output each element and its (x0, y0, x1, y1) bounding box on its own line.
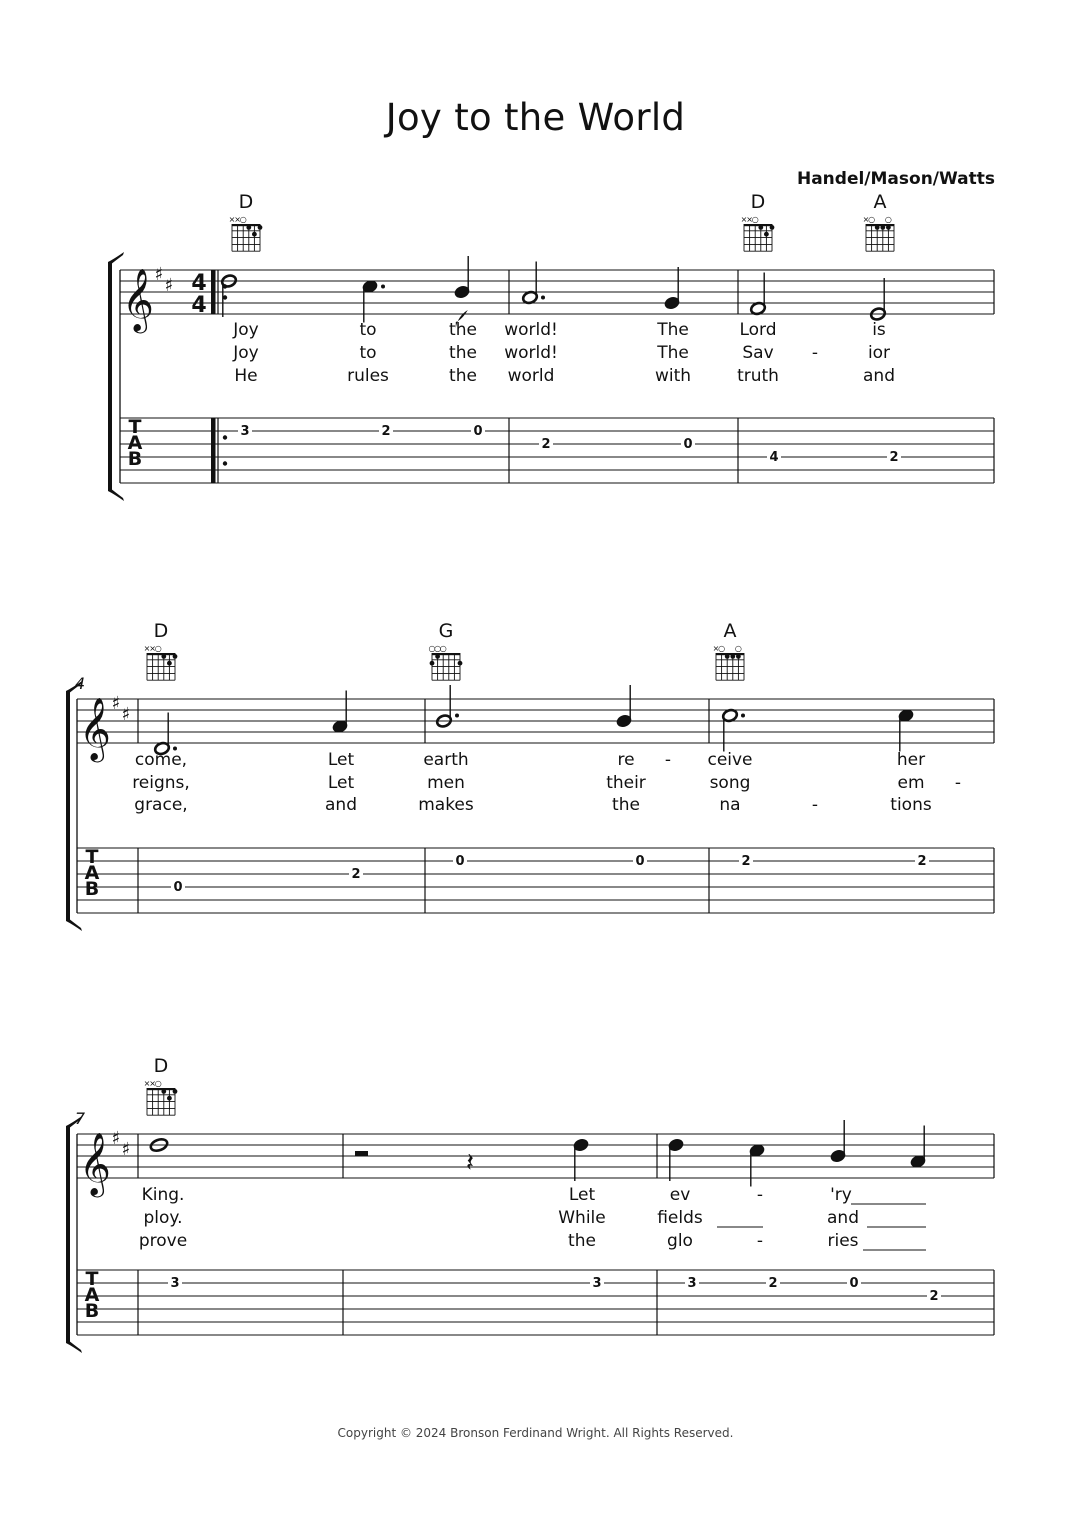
string-marker: × (149, 644, 156, 653)
chord-nut (147, 653, 175, 655)
note-b4 (830, 1120, 847, 1163)
lyric-syllable: Lord (739, 320, 777, 340)
lyric-syllable: world! (504, 320, 558, 340)
lyric-syllable: He (234, 366, 258, 386)
lyric-syllable: - (811, 795, 819, 815)
chord-name: G (438, 620, 454, 642)
tab-fret-number: 2 (381, 424, 391, 439)
page-title: Joy to the World (385, 96, 686, 139)
string-marker: × (746, 215, 753, 224)
system-3 (66, 1109, 994, 1353)
lyric-syllable: Let (327, 773, 355, 793)
system-bracket (66, 691, 70, 921)
tab-letter-a: A (127, 432, 143, 454)
time-sig-bottom: 4 (191, 293, 207, 318)
lyric-syllable: Joy (233, 320, 259, 340)
measure-number: 7 (74, 1109, 86, 1128)
string-marker: × (862, 215, 870, 224)
bracket-bottom (66, 918, 82, 931)
string-marker: ○ (751, 215, 759, 224)
finger-dot (725, 654, 730, 659)
string-marker: × (234, 215, 241, 224)
tab-fret-number: 3 (687, 1276, 697, 1291)
string-marker: ○ (154, 1079, 162, 1088)
tab-letter-a: A (84, 1284, 100, 1306)
tab-fret-number: 2 (889, 450, 899, 465)
tab-letter-b: B (127, 448, 143, 470)
tab-letter-b: B (84, 1300, 100, 1322)
tab-letter-t: T (128, 416, 142, 438)
string-marker: × (740, 215, 748, 224)
lyric-syllable: ev (669, 1185, 691, 1205)
lyric-syllable: Let (568, 1185, 596, 1205)
note-a4 (910, 1126, 927, 1169)
note-d5 (573, 1138, 590, 1181)
lyric-syllable: - (756, 1231, 764, 1251)
finger-dot (458, 661, 463, 666)
lyric-syllable: with (654, 366, 692, 386)
lyric-syllable: the (449, 320, 477, 340)
tab-repeat-thick-bar (211, 418, 216, 483)
finger-dot (886, 225, 891, 230)
tab-repeat-dot (223, 461, 227, 465)
dot (541, 296, 545, 300)
note-d5 (668, 1138, 685, 1181)
lyric-syllable: earth (423, 750, 469, 770)
measure (504, 262, 695, 453)
lyric-syllable: to (359, 320, 377, 340)
lyric-syllable: Let (327, 750, 355, 770)
note-cs5 (898, 708, 915, 751)
lyric-syllable: ploy. (143, 1208, 183, 1228)
tab-fret-number: 2 (351, 867, 361, 882)
treble-clef: 𝄞 (79, 697, 111, 760)
tab-letter-t: T (85, 1268, 99, 1290)
tab-fret-number: 0 (473, 424, 483, 439)
finger-dot (736, 654, 741, 659)
string-marker: × (143, 1079, 151, 1088)
system-2 (66, 674, 994, 931)
finger-dot (258, 225, 263, 230)
treble-clef: 𝄞 (122, 268, 154, 331)
tab-fret-number: 3 (170, 1276, 180, 1291)
sharp-f: ♯ (154, 264, 164, 285)
tab-fret-number: 0 (173, 880, 183, 895)
system-bracket (66, 1126, 70, 1343)
note-b4 (454, 256, 471, 328)
lyric-syllable: come, (134, 750, 188, 770)
finger-dot (770, 225, 775, 230)
string-marker: ○ (734, 644, 742, 653)
tab-fret-number: 0 (635, 854, 645, 869)
lyric-syllable: truth (737, 366, 779, 386)
measure-number: 4 (74, 674, 86, 693)
lyric-syllable: is (872, 320, 886, 340)
tab-fret-number: 4 (769, 450, 779, 465)
finger-dot (252, 232, 257, 237)
lyric-syllable: King. (141, 1185, 185, 1205)
sharp-c: ♯ (121, 1139, 131, 1160)
chord-name: A (723, 620, 737, 642)
tab-fret-number: 2 (741, 854, 751, 869)
string-marker: ○ (434, 644, 442, 653)
lyric-syllable: the (612, 795, 640, 815)
tab-fret-number: 2 (768, 1276, 778, 1291)
bracket-top (108, 252, 124, 265)
measure (221, 256, 485, 439)
lyric-syllable: rules (347, 366, 389, 386)
chord-name: D (238, 191, 254, 213)
quarter-rest: 𝄽 (466, 1148, 474, 1178)
sharp-f: ♯ (111, 693, 121, 714)
measure (355, 1138, 606, 1291)
chord-diagram-d (229, 191, 263, 251)
finger-dot (730, 654, 735, 659)
chord-diagram-g (429, 620, 463, 680)
system-1 (108, 252, 994, 501)
note-b4 (436, 685, 459, 728)
chord-nut (147, 1088, 175, 1090)
finger-dot (875, 225, 880, 230)
note-g4 (664, 267, 681, 310)
lyric-syllable: - (664, 750, 672, 770)
lyric-syllable: - (954, 773, 962, 793)
note-cs5 (749, 1143, 766, 1186)
string-marker: × (143, 644, 151, 653)
lyric-syllable: reigns, (132, 773, 190, 793)
dot (455, 714, 459, 718)
lyric-syllable: Sav (742, 343, 774, 363)
lyric-syllable: Joy (233, 343, 259, 363)
string-marker: ○ (154, 644, 162, 653)
lyric-syllable: the (449, 366, 477, 386)
tab-fret-number: 0 (455, 854, 465, 869)
tab-clef (128, 416, 143, 470)
lyric-syllable: the (568, 1231, 596, 1251)
note-cs5 (362, 279, 385, 322)
lyric-syllable: world (507, 366, 555, 386)
lyric-syllable: em (897, 773, 925, 793)
lyric-syllable: song (709, 773, 751, 793)
chord-nut (232, 224, 260, 226)
string-marker: ○ (868, 215, 876, 224)
string-marker: ○ (428, 644, 436, 653)
finger-dot (246, 225, 251, 230)
chord-name: D (750, 191, 766, 213)
tab-repeat-dot (223, 435, 227, 439)
composer-credit: Handel/Mason/Watts (796, 169, 995, 189)
lyric-syllable: - (756, 1185, 764, 1205)
lyric-syllable: and (827, 1208, 859, 1228)
lyric-syllable: makes (418, 795, 474, 815)
measure (737, 273, 901, 466)
lyric-syllable: - (811, 343, 819, 363)
lyric-syllable: 'ry (830, 1185, 852, 1205)
sharp-f: ♯ (111, 1128, 121, 1149)
dot (741, 714, 745, 718)
finger-dot (173, 654, 178, 659)
chord-diagram-d (741, 191, 775, 251)
sharp-c: ♯ (121, 704, 131, 725)
lyric-syllable: world! (504, 343, 558, 363)
finger-dot (161, 654, 166, 659)
lyric-syllable: na (719, 795, 741, 815)
lyric-syllable: glo (667, 1231, 693, 1251)
finger-dot (880, 225, 885, 230)
string-marker: ○ (239, 215, 247, 224)
sharp-c: ♯ (164, 275, 174, 296)
note-cs5 (722, 708, 745, 751)
lyric-syllable: grace, (134, 795, 188, 815)
chord-name: D (153, 1055, 169, 1077)
tab-fret-number: 0 (683, 437, 693, 452)
bracket-bottom (108, 488, 124, 501)
note-e4 (870, 278, 887, 321)
measure (418, 685, 671, 869)
chord-diagram-d (144, 1055, 178, 1115)
dot (381, 285, 385, 289)
tab-fret-number: 2 (541, 437, 551, 452)
string-marker: × (149, 1079, 156, 1088)
tab-fret-number: 2 (917, 854, 927, 869)
note-b4 (616, 685, 633, 728)
finger-dot (167, 1096, 172, 1101)
tab-letter-t: T (85, 846, 99, 868)
chord-diagram-d (144, 620, 178, 680)
chord-diagram-a (713, 620, 744, 680)
tab-fret-number: 3 (592, 1276, 602, 1291)
string-marker: ○ (884, 215, 892, 224)
note-d5 (221, 274, 238, 317)
lyric-syllable: The (657, 320, 689, 340)
chord-name: A (873, 191, 887, 213)
finger-dot (161, 1089, 166, 1094)
tab-fret-number: 3 (240, 424, 250, 439)
tab-clef (85, 1268, 100, 1322)
measure (657, 1120, 941, 1304)
lyric-syllable: While (558, 1208, 606, 1228)
tab-letter-a: A (84, 862, 100, 884)
lyric-syllable: and (863, 366, 895, 386)
chord-diagram-a (863, 191, 894, 251)
lyric-syllable: their (606, 773, 646, 793)
note-a4 (522, 262, 545, 305)
string-marker: × (228, 215, 236, 224)
tab-letter-b: B (84, 878, 100, 900)
lyric-syllable: ior (867, 343, 891, 363)
finger-dot (435, 654, 440, 659)
tab-fret-number: 0 (849, 1276, 859, 1291)
lyric-syllable: The (657, 343, 689, 363)
time-sig-top: 4 (191, 271, 207, 296)
note-a4 (332, 691, 349, 734)
lyric-syllable: men (427, 773, 465, 793)
finger-dot (430, 661, 435, 666)
copyright-notice: Copyright © 2024 Bronson Ferdinand Wright. All Rights Reserved. (337, 1426, 734, 1440)
finger-dot (173, 1089, 178, 1094)
finger-dot (758, 225, 763, 230)
lyric-syllable: tions (890, 795, 932, 815)
lyric-syllable: her (896, 750, 926, 770)
chord-name: D (153, 620, 169, 642)
lyric-syllable: ceive (707, 750, 753, 770)
measure (139, 1137, 187, 1291)
lyric-syllable: fields (657, 1208, 703, 1228)
finger-dot (167, 661, 172, 666)
system-bracket (108, 262, 112, 491)
note-fs4 (750, 273, 767, 316)
treble-clef: 𝄞 (79, 1132, 111, 1195)
string-marker: ○ (718, 644, 726, 653)
lyric-syllable: prove (138, 1231, 188, 1251)
finger-dot (764, 232, 769, 237)
half-rest (355, 1151, 368, 1156)
bracket-bottom (66, 1340, 82, 1353)
lyric-syllable: to (359, 343, 377, 363)
string-marker: ○ (439, 644, 447, 653)
repeat-thick-bar (211, 270, 216, 314)
chord-nut (744, 224, 772, 226)
tab-fret-number: 2 (929, 1289, 939, 1304)
lyric-syllable: re (617, 750, 635, 770)
lyric-syllable: and (325, 795, 357, 815)
lyric-syllable: ries (827, 1231, 859, 1251)
tab-clef (85, 846, 100, 900)
string-marker: × (712, 644, 720, 653)
lyric-syllable: the (449, 343, 477, 363)
